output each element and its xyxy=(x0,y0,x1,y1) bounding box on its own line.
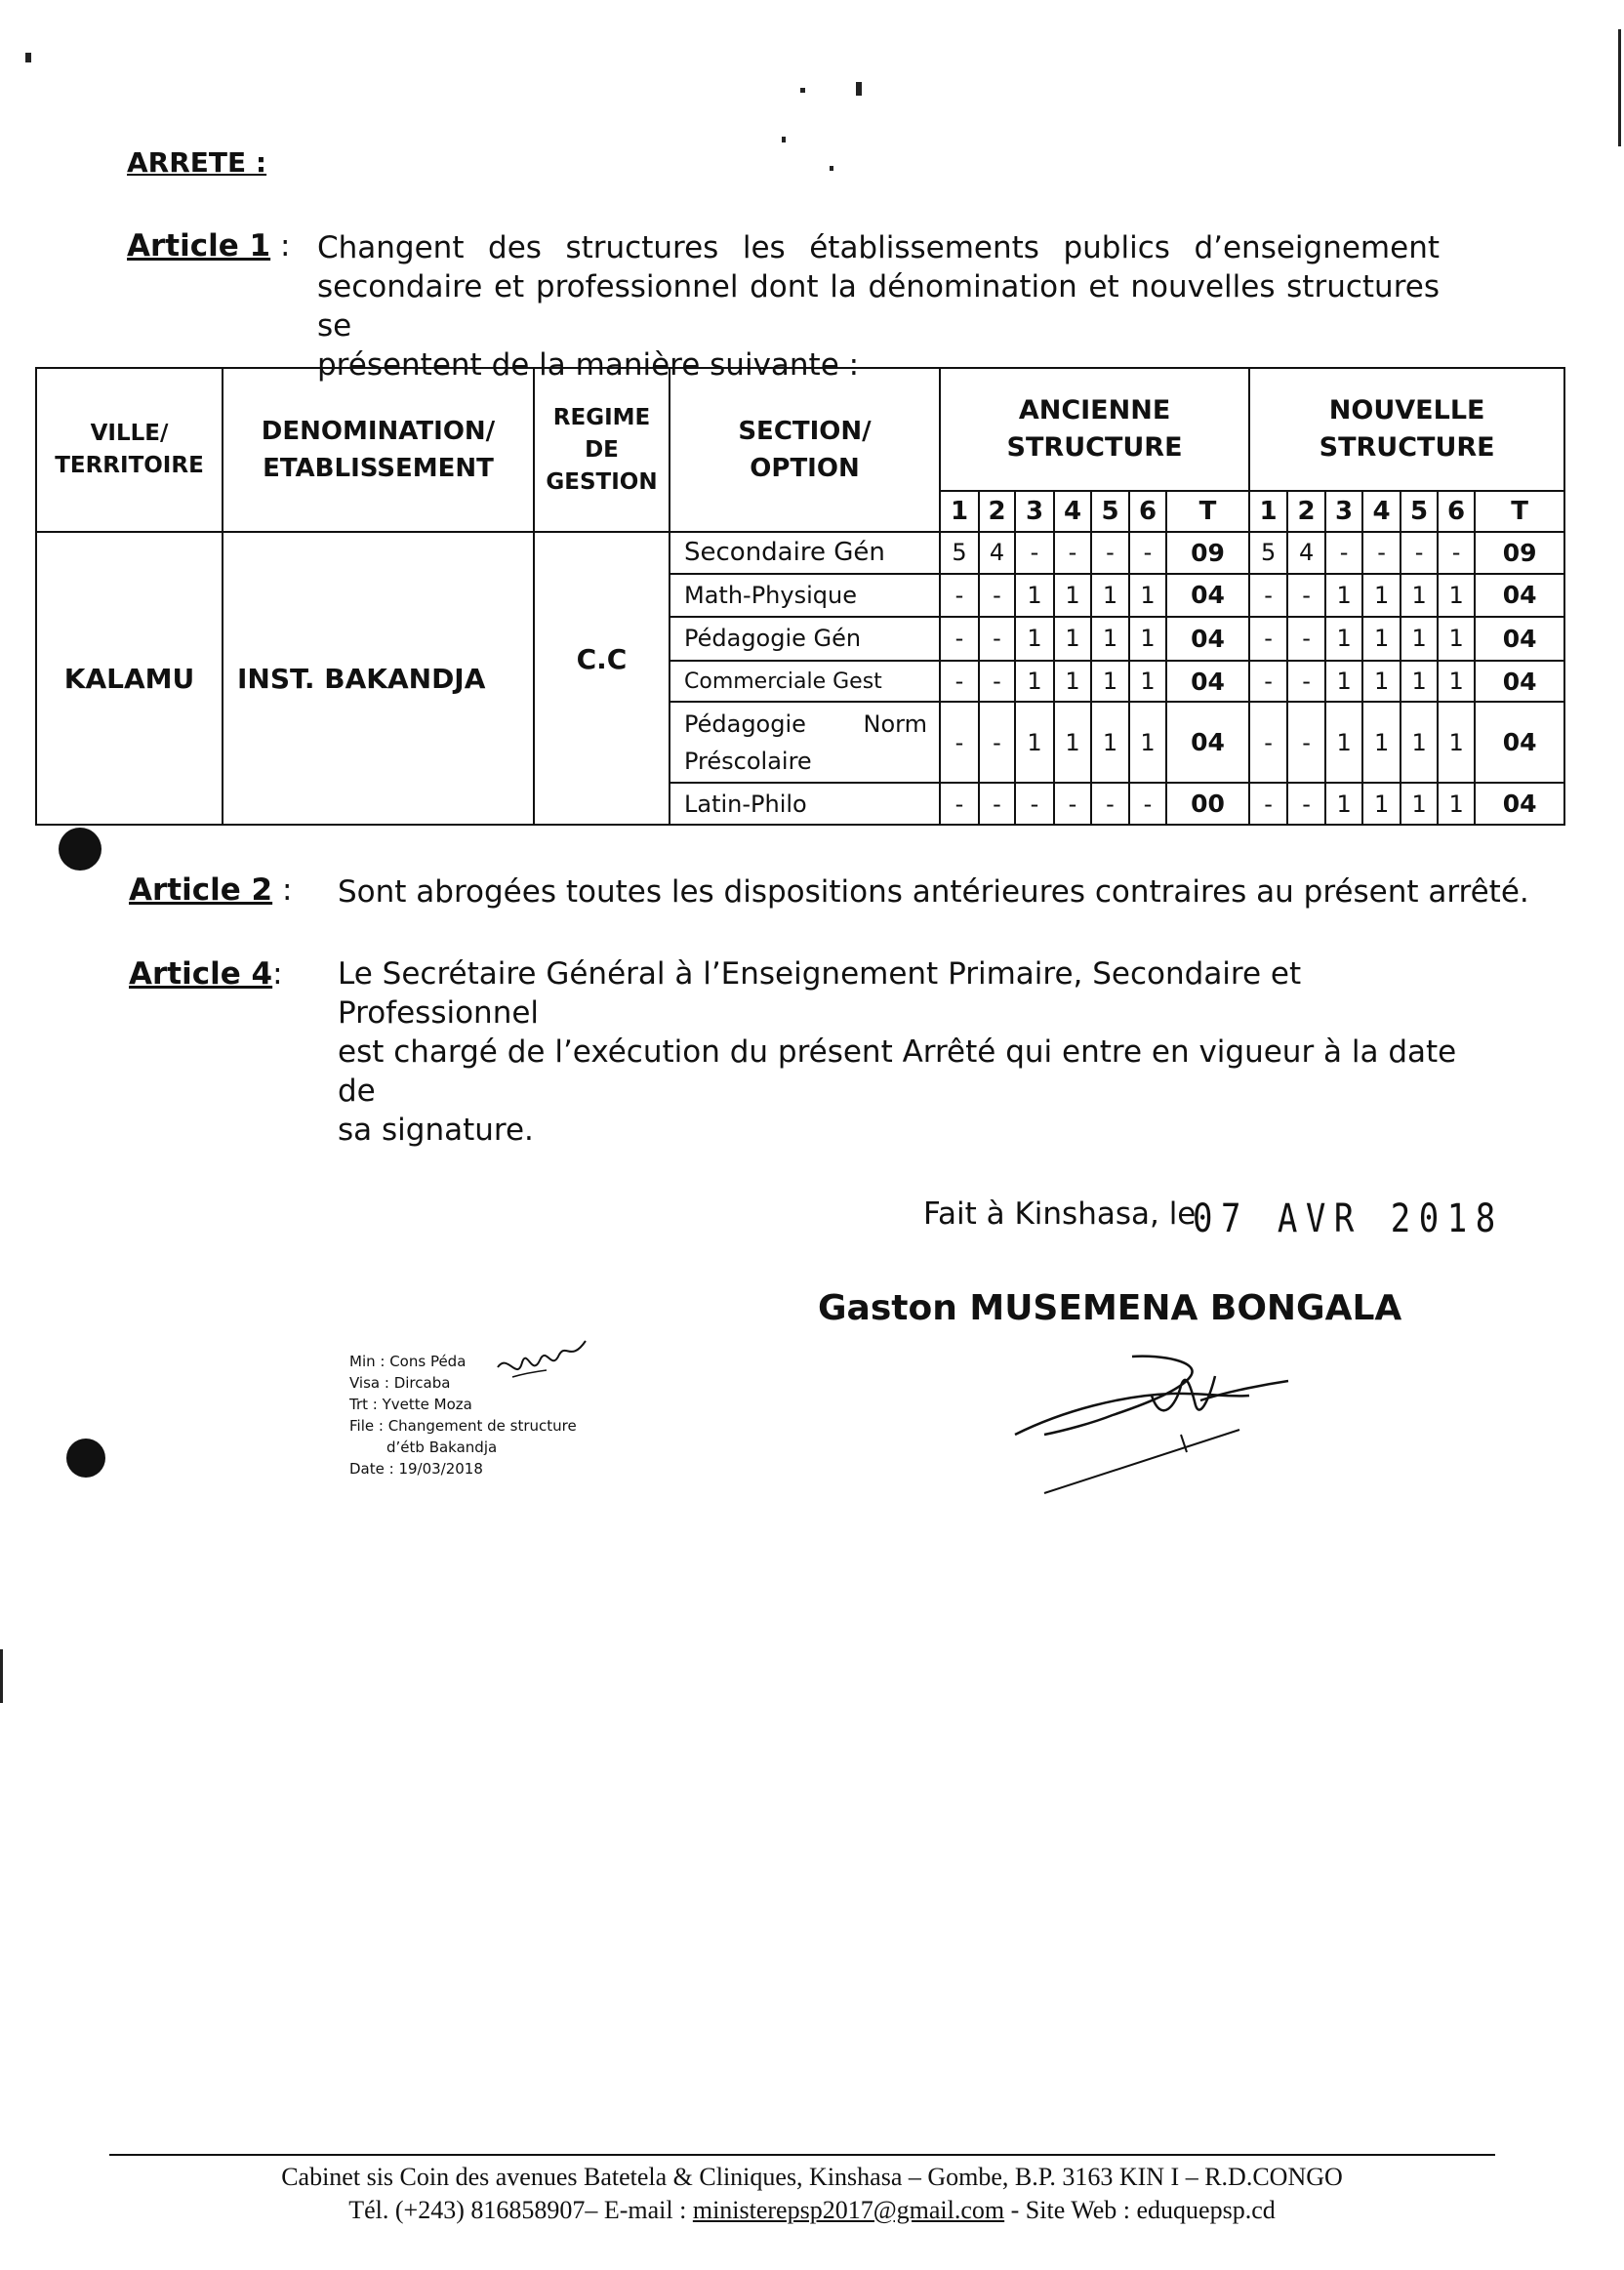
article-2-sep: : xyxy=(272,872,293,908)
cell-option: Secondaire Gén xyxy=(670,532,940,574)
cell-nouvelle-year: 1 xyxy=(1438,783,1475,825)
cell-nouvelle-year: 1 xyxy=(1438,574,1475,618)
article-1-line-3: présentent de la manière suivante : xyxy=(317,347,860,383)
article-1-text xyxy=(317,228,1440,385)
cell-ancienne-year: 1 xyxy=(1129,574,1166,618)
ref-trt: Trt : Yvette Moza xyxy=(349,1396,472,1413)
header-regime-line-1: REGIME xyxy=(552,404,651,430)
fait-a-kinshasa: Fait à Kinshasa, le xyxy=(923,1196,1197,1232)
cell-nouvelle-year: 1 xyxy=(1401,574,1438,618)
ref-file: File : Changement de structure xyxy=(349,1417,577,1435)
cell-nouvelle-total: 09 xyxy=(1475,532,1564,574)
initials-scribble xyxy=(493,1333,590,1392)
header-section-line-2: OPTION xyxy=(750,454,860,483)
article-4-line-1: Le Secrétaire Général à l’Enseignement Primaire, Secondaire et Professionnel xyxy=(338,956,1302,1031)
article-4-sep: : xyxy=(272,956,283,992)
article-2-label xyxy=(129,872,292,908)
cell-ancienne-year: 1 xyxy=(1129,617,1166,661)
cell-nouvelle-year: 1 xyxy=(1362,661,1401,703)
header-year-new: 6 xyxy=(1438,491,1475,532)
cell-etablissement: INST. BAKANDJA xyxy=(223,532,534,825)
cell-ancienne-year: - xyxy=(1129,532,1166,574)
cell-ancienne-year: - xyxy=(940,617,979,661)
cell-nouvelle-year: 1 xyxy=(1438,617,1475,661)
footer-contact xyxy=(0,2196,1624,2225)
cell-ancienne-year: 1 xyxy=(1054,702,1091,783)
header-ancienne-line-1: ANCIENNE xyxy=(1018,395,1171,426)
cell-nouvelle-year: 1 xyxy=(1438,702,1475,783)
punch-hole-mark xyxy=(66,1439,105,1478)
cell-ancienne-year: - xyxy=(979,661,1015,703)
cell-ancienne-year: 1 xyxy=(1015,617,1054,661)
cell-nouvelle-year: - xyxy=(1287,702,1325,783)
footer-tel: Tél. (+243) 816858907– E-mail : xyxy=(348,2196,693,2224)
scan-speck xyxy=(782,137,786,142)
header-year-new: 1 xyxy=(1249,491,1287,532)
footer-email-link[interactable]: ministerepsp2017@gmail.com xyxy=(692,2196,1005,2224)
cell-ancienne-year: - xyxy=(979,574,1015,618)
cell-option: Pédagogie Gén xyxy=(670,617,940,661)
cell-nouvelle-year: - xyxy=(1249,702,1287,783)
cell-ancienne-year: - xyxy=(979,783,1015,825)
cell-ancienne-year: - xyxy=(1054,783,1091,825)
cell-ancienne-year: 1 xyxy=(1015,661,1054,703)
cell-nouvelle-year: 1 xyxy=(1325,702,1362,783)
cell-nouvelle-year: - xyxy=(1325,532,1362,574)
cell-option xyxy=(670,702,940,783)
cell-option-line-1 xyxy=(684,706,939,743)
cell-nouvelle-year: 1 xyxy=(1362,783,1401,825)
punch-hole-mark xyxy=(59,828,102,871)
header-year-old: 5 xyxy=(1091,491,1129,532)
header-ancienne-structure xyxy=(940,368,1249,491)
cell-ancienne-total: 04 xyxy=(1166,617,1249,661)
cell-nouvelle-total: 04 xyxy=(1475,661,1564,703)
cell-nouvelle-year: 1 xyxy=(1362,617,1401,661)
cell-ancienne-total: 04 xyxy=(1166,702,1249,783)
article-1-sep: : xyxy=(270,228,291,263)
cell-ancienne-year: - xyxy=(940,574,979,618)
scan-edge-line xyxy=(0,1649,3,1703)
cell-ville: KALAMU xyxy=(36,532,223,825)
header-year-new: 2 xyxy=(1287,491,1325,532)
cell-ancienne-year: 1 xyxy=(1054,617,1091,661)
cell-nouvelle-year: 1 xyxy=(1325,574,1362,618)
cell-nouvelle-year: 1 xyxy=(1401,783,1438,825)
header-year-old: 4 xyxy=(1054,491,1091,532)
cell-ancienne-total: 04 xyxy=(1166,661,1249,703)
header-year-old: 2 xyxy=(979,491,1015,532)
cell-nouvelle-total: 04 xyxy=(1475,617,1564,661)
cell-option-part-a: Pédagogie xyxy=(684,709,806,738)
cell-nouvelle-total: 04 xyxy=(1475,702,1564,783)
date-stamp: 07 AVR 2018 xyxy=(1193,1196,1504,1241)
table-row xyxy=(36,532,1564,574)
ref-visa: Visa : Dircaba xyxy=(349,1374,451,1392)
cell-ancienne-year: - xyxy=(1054,532,1091,574)
header-year-old: 6 xyxy=(1129,491,1166,532)
cell-nouvelle-year: - xyxy=(1401,532,1438,574)
ref-min: Min : Cons Péda xyxy=(349,1353,467,1370)
ref-date: Date : 19/03/2018 xyxy=(349,1460,483,1478)
article-1-line-2: secondaire et professionnel dont la dénomination et nouvelles structures se xyxy=(317,269,1440,344)
scan-speck xyxy=(800,88,805,93)
cell-nouvelle-year: 1 xyxy=(1401,617,1438,661)
cell-nouvelle-year: - xyxy=(1287,783,1325,825)
cell-nouvelle-year: - xyxy=(1287,661,1325,703)
header-ville xyxy=(36,368,223,532)
cell-ancienne-total: 09 xyxy=(1166,532,1249,574)
cell-ancienne-year: - xyxy=(1129,783,1166,825)
header-regime-line-2: DE xyxy=(585,436,619,463)
cell-ancienne-year: 1 xyxy=(1091,661,1129,703)
article-4-label xyxy=(129,956,283,992)
cell-option: Latin-Philo xyxy=(670,783,940,825)
cell-nouvelle-year: - xyxy=(1438,532,1475,574)
cell-ancienne-year: - xyxy=(1015,532,1054,574)
cell-option: Math-Physique xyxy=(670,574,940,618)
cell-ancienne-total: 00 xyxy=(1166,783,1249,825)
cell-nouvelle-year: 1 xyxy=(1401,661,1438,703)
cell-ancienne-year: - xyxy=(940,702,979,783)
header-year-new: 5 xyxy=(1401,491,1438,532)
cell-nouvelle-year: 1 xyxy=(1325,783,1362,825)
header-ville-line-2: TERRITOIRE xyxy=(55,453,204,478)
cell-ancienne-year: 1 xyxy=(1015,574,1054,618)
cell-ancienne-year: 1 xyxy=(1129,702,1166,783)
ref-file-cont: d’étb Bakandja xyxy=(386,1439,498,1456)
header-total-old: T xyxy=(1166,491,1249,532)
cell-nouvelle-year: 1 xyxy=(1362,574,1401,618)
cell-option: Commerciale Gest xyxy=(670,661,940,703)
cell-nouvelle-year: - xyxy=(1287,574,1325,618)
cell-nouvelle-year: 4 xyxy=(1287,532,1325,574)
cell-ancienne-year: - xyxy=(940,783,979,825)
header-regime-line-3: GESTION xyxy=(546,468,658,495)
cell-regime: C.C xyxy=(534,532,670,825)
article-4-label-text: Article 4 xyxy=(129,956,273,992)
header-denomination-line-2: ETABLISSEMENT xyxy=(263,454,494,483)
cell-nouvelle-year: 1 xyxy=(1362,702,1401,783)
cell-nouvelle-year: - xyxy=(1249,617,1287,661)
cell-ancienne-year: 1 xyxy=(1054,661,1091,703)
footer-site: - Site Web : eduquepsp.cd xyxy=(1004,2196,1276,2224)
cell-nouvelle-total: 04 xyxy=(1475,574,1564,618)
header-denomination xyxy=(223,368,534,532)
scan-speck xyxy=(856,82,862,96)
cell-nouvelle-year: - xyxy=(1249,574,1287,618)
cell-ancienne-year: - xyxy=(1015,783,1054,825)
signer-name: Gaston MUSEMENA BONGALA xyxy=(818,1288,1402,1328)
article-1-label-text: Article 1 xyxy=(127,228,271,263)
article-4-text xyxy=(338,954,1475,1150)
header-nouvelle-line-2: STRUCTURE xyxy=(1319,432,1495,463)
cell-nouvelle-year: 5 xyxy=(1249,532,1287,574)
scan-edge-line xyxy=(1618,29,1621,146)
structure-table xyxy=(35,367,1565,826)
heading-arrete: ARRETE : xyxy=(127,146,267,179)
cell-nouvelle-year: 1 xyxy=(1438,661,1475,703)
article-2-text: Sont abrogées toutes les dispositions antérieures contraires au présent arrêté. xyxy=(338,874,1529,910)
footer-rule xyxy=(109,2154,1495,2156)
header-nouvelle-structure xyxy=(1249,368,1564,491)
cell-ancienne-year: 4 xyxy=(979,532,1015,574)
scan-speck xyxy=(25,53,31,62)
cell-nouvelle-year: - xyxy=(1249,783,1287,825)
article-2-label-text: Article 2 xyxy=(129,872,273,908)
cell-ancienne-year: 1 xyxy=(1091,617,1129,661)
header-section-line-1: SECTION/ xyxy=(738,417,872,446)
header-nouvelle-line-1: NOUVELLE xyxy=(1328,395,1485,426)
cell-nouvelle-year: - xyxy=(1249,661,1287,703)
header-regime xyxy=(534,368,670,532)
cell-ancienne-year: 1 xyxy=(1054,574,1091,618)
article-1-line-1: Changent des structures les établissements publics d’enseignement xyxy=(317,230,1440,265)
footer-address: Cabinet sis Coin des avenues Batetela & Cliniques, Kinshasa – Gombe, B.P. 3163 KIN I – R.D.CONGO xyxy=(281,2163,1343,2191)
scan-speck xyxy=(830,166,833,171)
header-ancienne-line-2: STRUCTURE xyxy=(1006,432,1183,463)
header-year-new: 3 xyxy=(1325,491,1362,532)
header-year-old: 3 xyxy=(1015,491,1054,532)
cell-ancienne-year: - xyxy=(1091,783,1129,825)
cell-ancienne-total: 04 xyxy=(1166,574,1249,618)
header-year-new: 4 xyxy=(1362,491,1401,532)
cell-ancienne-year: - xyxy=(979,617,1015,661)
header-denomination-line-1: DENOMINATION/ xyxy=(261,417,496,446)
cell-ancienne-year: 1 xyxy=(1091,574,1129,618)
cell-nouvelle-year: 1 xyxy=(1401,702,1438,783)
header-section xyxy=(670,368,940,532)
cell-option-line-2: Préscolaire xyxy=(684,747,812,775)
cell-ancienne-year: 5 xyxy=(940,532,979,574)
cell-nouvelle-total: 04 xyxy=(1475,783,1564,825)
cell-ancienne-year: 1 xyxy=(1129,661,1166,703)
cell-nouvelle-year: 1 xyxy=(1325,661,1362,703)
article-4-line-2: est chargé de l’exécution du présent Arrêté qui entre en vigueur à la date de xyxy=(338,1034,1457,1109)
cell-ancienne-year: 1 xyxy=(1091,702,1129,783)
cell-ancienne-year: 1 xyxy=(1015,702,1054,783)
cell-nouvelle-year: - xyxy=(1362,532,1401,574)
article-4-line-3: sa signature. xyxy=(338,1113,534,1148)
article-1-label xyxy=(127,228,290,263)
handwritten-signature xyxy=(1005,1337,1318,1503)
cell-ancienne-year: - xyxy=(979,702,1015,783)
cell-ancienne-year: - xyxy=(1091,532,1129,574)
header-year-old: 1 xyxy=(940,491,979,532)
cell-nouvelle-year: - xyxy=(1287,617,1325,661)
cell-ancienne-year: - xyxy=(940,661,979,703)
cell-nouvelle-year: 1 xyxy=(1325,617,1362,661)
header-ville-line-1: VILLE/ xyxy=(90,421,169,446)
header-total-new: T xyxy=(1475,491,1564,532)
cell-option-part-b: Norm xyxy=(863,709,927,738)
